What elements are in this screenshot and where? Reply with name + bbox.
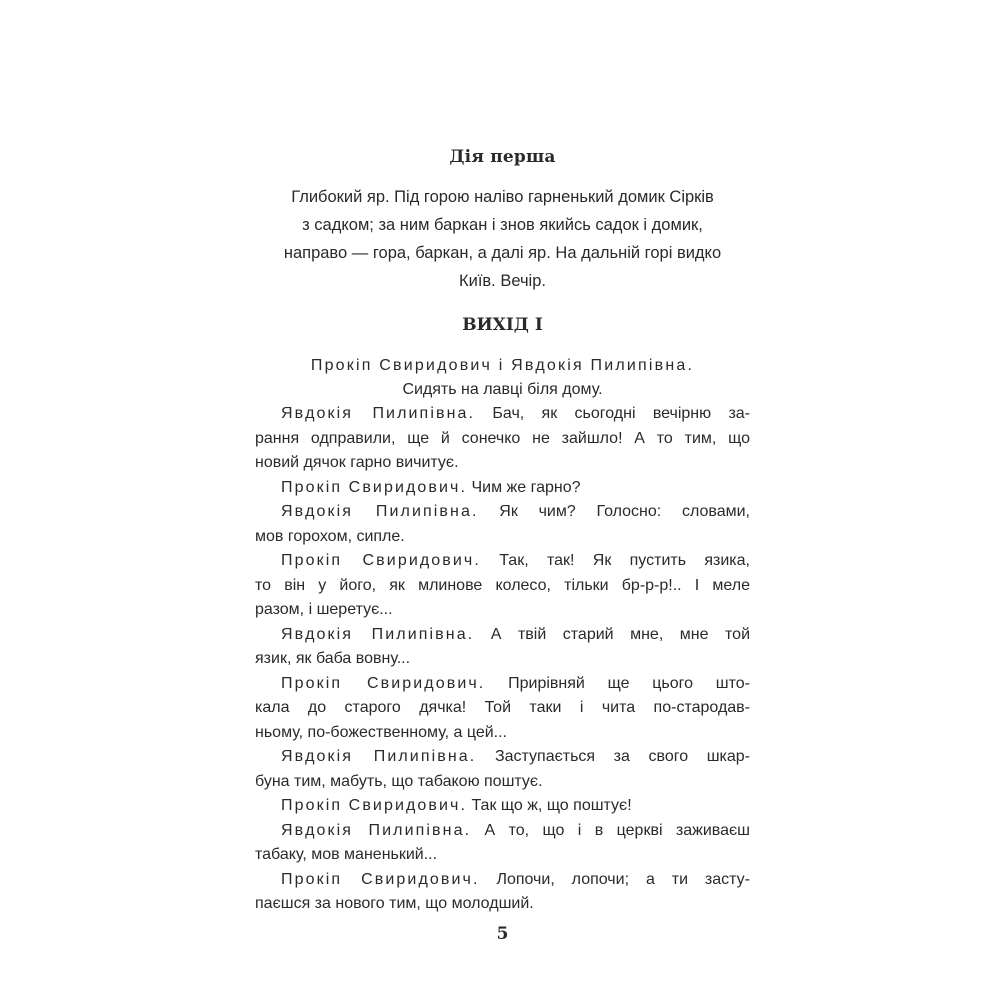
dialogue-line: кала до старого дячка! Той таки і чита по-стародав- (255, 699, 750, 716)
scene-title: ВИХІД І (462, 315, 543, 335)
speaker-name: Явдокія Пилипівна. (281, 625, 475, 643)
speech-text: Заступається за свого шкар- (494, 748, 751, 765)
speaker-name: Прокіп Свиридович. (281, 797, 468, 814)
speech-text: Прирівняй ще цього што- (508, 674, 750, 692)
stage-direction-line: з садком; за ним баркан і знов якийсь садок і домик, (302, 216, 703, 234)
act-title: Дія перша (449, 147, 556, 167)
dialogue-line (255, 500, 750, 525)
scene-characters (255, 354, 750, 402)
scene-characters-names: Прокіп Свиридович і Явдокія Пилипівна. (310, 357, 695, 374)
dialogue-line (255, 476, 750, 501)
dialogue-line: ньому, по-божественному, а цей... (255, 723, 507, 741)
dialogue-line: паєшся за нового тим, що молодший. (255, 895, 534, 912)
dialogue-line: мов горохом, сипле. (255, 527, 405, 545)
dialogue-line (255, 672, 750, 697)
stage-direction-line: Київ. Вечір. (458, 272, 546, 290)
dialogue-line: то він у його, як млинове колесо, тільки бр-р-р!.. І меле (255, 576, 750, 594)
speech-text: А то, що і в церкві заживаєш (484, 821, 750, 839)
speaker-name: Прокіп Свиридович. (281, 870, 480, 888)
speech-text: Так, так! Як пустить язика, (499, 552, 751, 569)
dialogue-line (255, 819, 750, 844)
dialogue-line (255, 623, 750, 648)
dialogue-line: рання одправили, ще й сонечко не зайшло! А то тим, що (255, 429, 750, 447)
stage-direction (255, 183, 750, 295)
dialogue-line: новий дячок гарно вичитує. (255, 454, 459, 471)
speaker-name: Прокіп Свиридович. (281, 674, 486, 692)
stage-direction-line: Глибокий яр. Під горою наліво гарненький домик Сірків (291, 188, 714, 206)
speech-text: Бач, як сьогодні вечірню за- (492, 405, 751, 422)
speaker-name: Явдокія Пилипівна. (281, 821, 472, 839)
dialogue-line (255, 794, 750, 819)
speech-text: Так що ж, що поштує! (471, 797, 632, 814)
stage-direction-line: направо — гора, баркан, а далі яр. На дальній горі видко (283, 244, 722, 262)
scene-characters-action: Сидять на лавці біля дому. (402, 381, 603, 398)
dialogue (255, 402, 750, 917)
speech-text: Чим же гарно? (471, 478, 581, 496)
speech-text: А твій старий мне, мне той (490, 625, 751, 643)
speaker-name: Прокіп Свиридович. (281, 478, 468, 496)
dialogue-line (255, 549, 750, 574)
dialogue-line (255, 868, 750, 893)
dialogue-line: табаку, мов маненький... (255, 846, 438, 863)
book-page (255, 0, 750, 1000)
speaker-name: Явдокія Пилипівна. (281, 503, 479, 520)
speaker-name: Прокіп Свиридович. (281, 552, 481, 569)
page-number: 5 (496, 924, 509, 944)
dialogue-line (255, 745, 750, 770)
speaker-name: Явдокія Пилипівна. (281, 748, 477, 765)
speech-text: Як чим? Голосно: словами, (499, 503, 751, 520)
dialogue-line: буна тим, мабуть, що табакою поштує. (255, 772, 543, 790)
dialogue-line: язик, як баба вовну... (255, 650, 411, 667)
dialogue-line (255, 402, 750, 427)
dialogue-line: разом, і шеретує... (255, 601, 393, 618)
speaker-name: Явдокія Пилипівна. (281, 405, 476, 422)
speech-text: Лопочи, лопочи; а ти засту- (496, 870, 750, 888)
